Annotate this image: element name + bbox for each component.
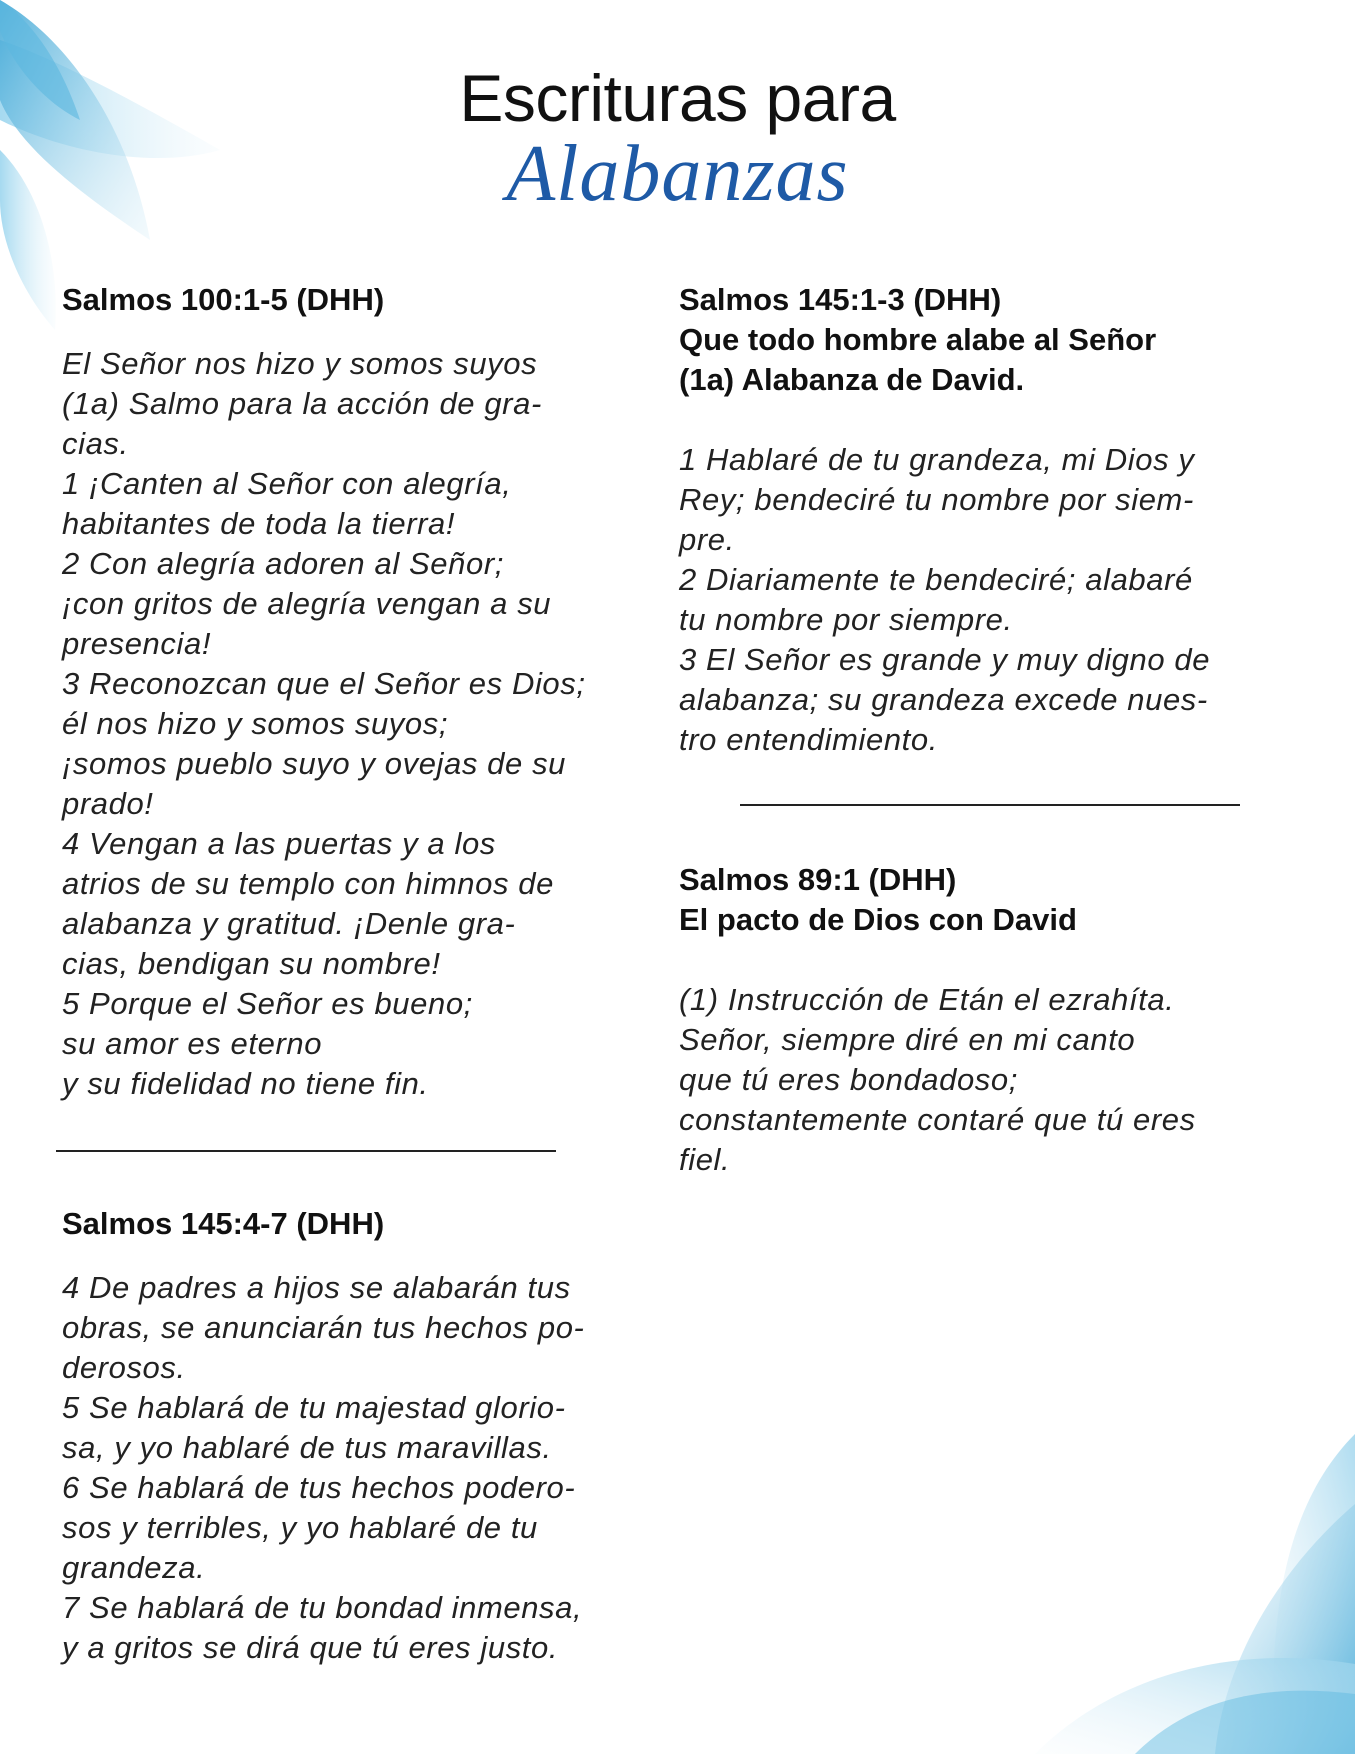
scripture-section-psalm-100 bbox=[62, 280, 682, 1104]
section-divider bbox=[56, 1150, 556, 1152]
section-heading: Salmos 89:1 (DHH) bbox=[679, 862, 957, 897]
section-subheading: Que todo hombre alabe al Señor bbox=[679, 322, 1157, 357]
verse-text: (1) Instrucción de Etán el ezrahíta. Señor, siempre diré en mi canto que tú eres bondadoso; constantemente contaré que tú eres fiel. bbox=[679, 982, 1196, 1177]
section-heading: Salmos 145:4-7 (DHH) bbox=[62, 1206, 385, 1241]
left-column bbox=[62, 280, 682, 1668]
section-heading: Salmos 100:1-5 (DHH) bbox=[62, 282, 385, 317]
right-column bbox=[679, 280, 1309, 1180]
scripture-section-psalm-145-4 bbox=[62, 1204, 682, 1668]
flower-petals-icon bbox=[995, 1414, 1355, 1754]
section-subheading: El pacto de Dios con David bbox=[679, 902, 1077, 937]
scripture-section-psalm-89 bbox=[679, 860, 1309, 1180]
section-heading: Salmos 145:1-3 (DHH) bbox=[679, 282, 1002, 317]
page-title bbox=[0, 58, 1355, 218]
verse-text: 4 De padres a hijos se alabarán tus obras, se anunciarán tus hechos po- derosos. 5 Se hablará de tu majestad glorio- sa, y yo hablaré de tus maravillas. 6 Se hablará de tus hechos podero- sos y terribles, y yo hablaré de tu grandeza. 7 Se hablará de tu bondad inmensa, y a gritos se dirá que tú eres justo. bbox=[62, 1270, 585, 1665]
section-divider bbox=[740, 804, 1240, 806]
title-line-main: Escrituras para bbox=[459, 61, 896, 135]
verse-text: 1 Hablaré de tu grandeza, mi Dios y Rey; bendeciré tu nombre por siem- pre. 2 Diariamente te bendeciré; alabaré tu nombre por siempre. 3 El Señor es grande y muy digno de alabanza; su grandeza excede nues- tro entendimiento. bbox=[679, 442, 1211, 757]
scripture-section-psalm-145-1 bbox=[679, 280, 1309, 760]
section-subheading: (1a) Alabanza de David. bbox=[679, 362, 1025, 397]
title-line-script: Alabanzas bbox=[506, 130, 849, 218]
verse-text: El Señor nos hizo y somos suyos (1a) Salmo para la acción de gra- cias. 1 ¡Canten al Señor con alegría, habitantes de toda la tierra! 2 Con alegría adoren al Señor; ¡con gritos de alegría vengan a su presencia! 3 Reconozcan que el Señor es Dios; él nos hizo y somos suyos; ¡somos pueblo suyo y ovejas de su prado! 4 Vengan a las puertas y a los atrios de su templo con himnos de alabanza y gratitud. ¡Denle gra- cias, bendigan su nombre! 5 Porque el Señor es bueno; su amor es eterno y su fidelidad no tiene fin. bbox=[62, 346, 586, 1101]
